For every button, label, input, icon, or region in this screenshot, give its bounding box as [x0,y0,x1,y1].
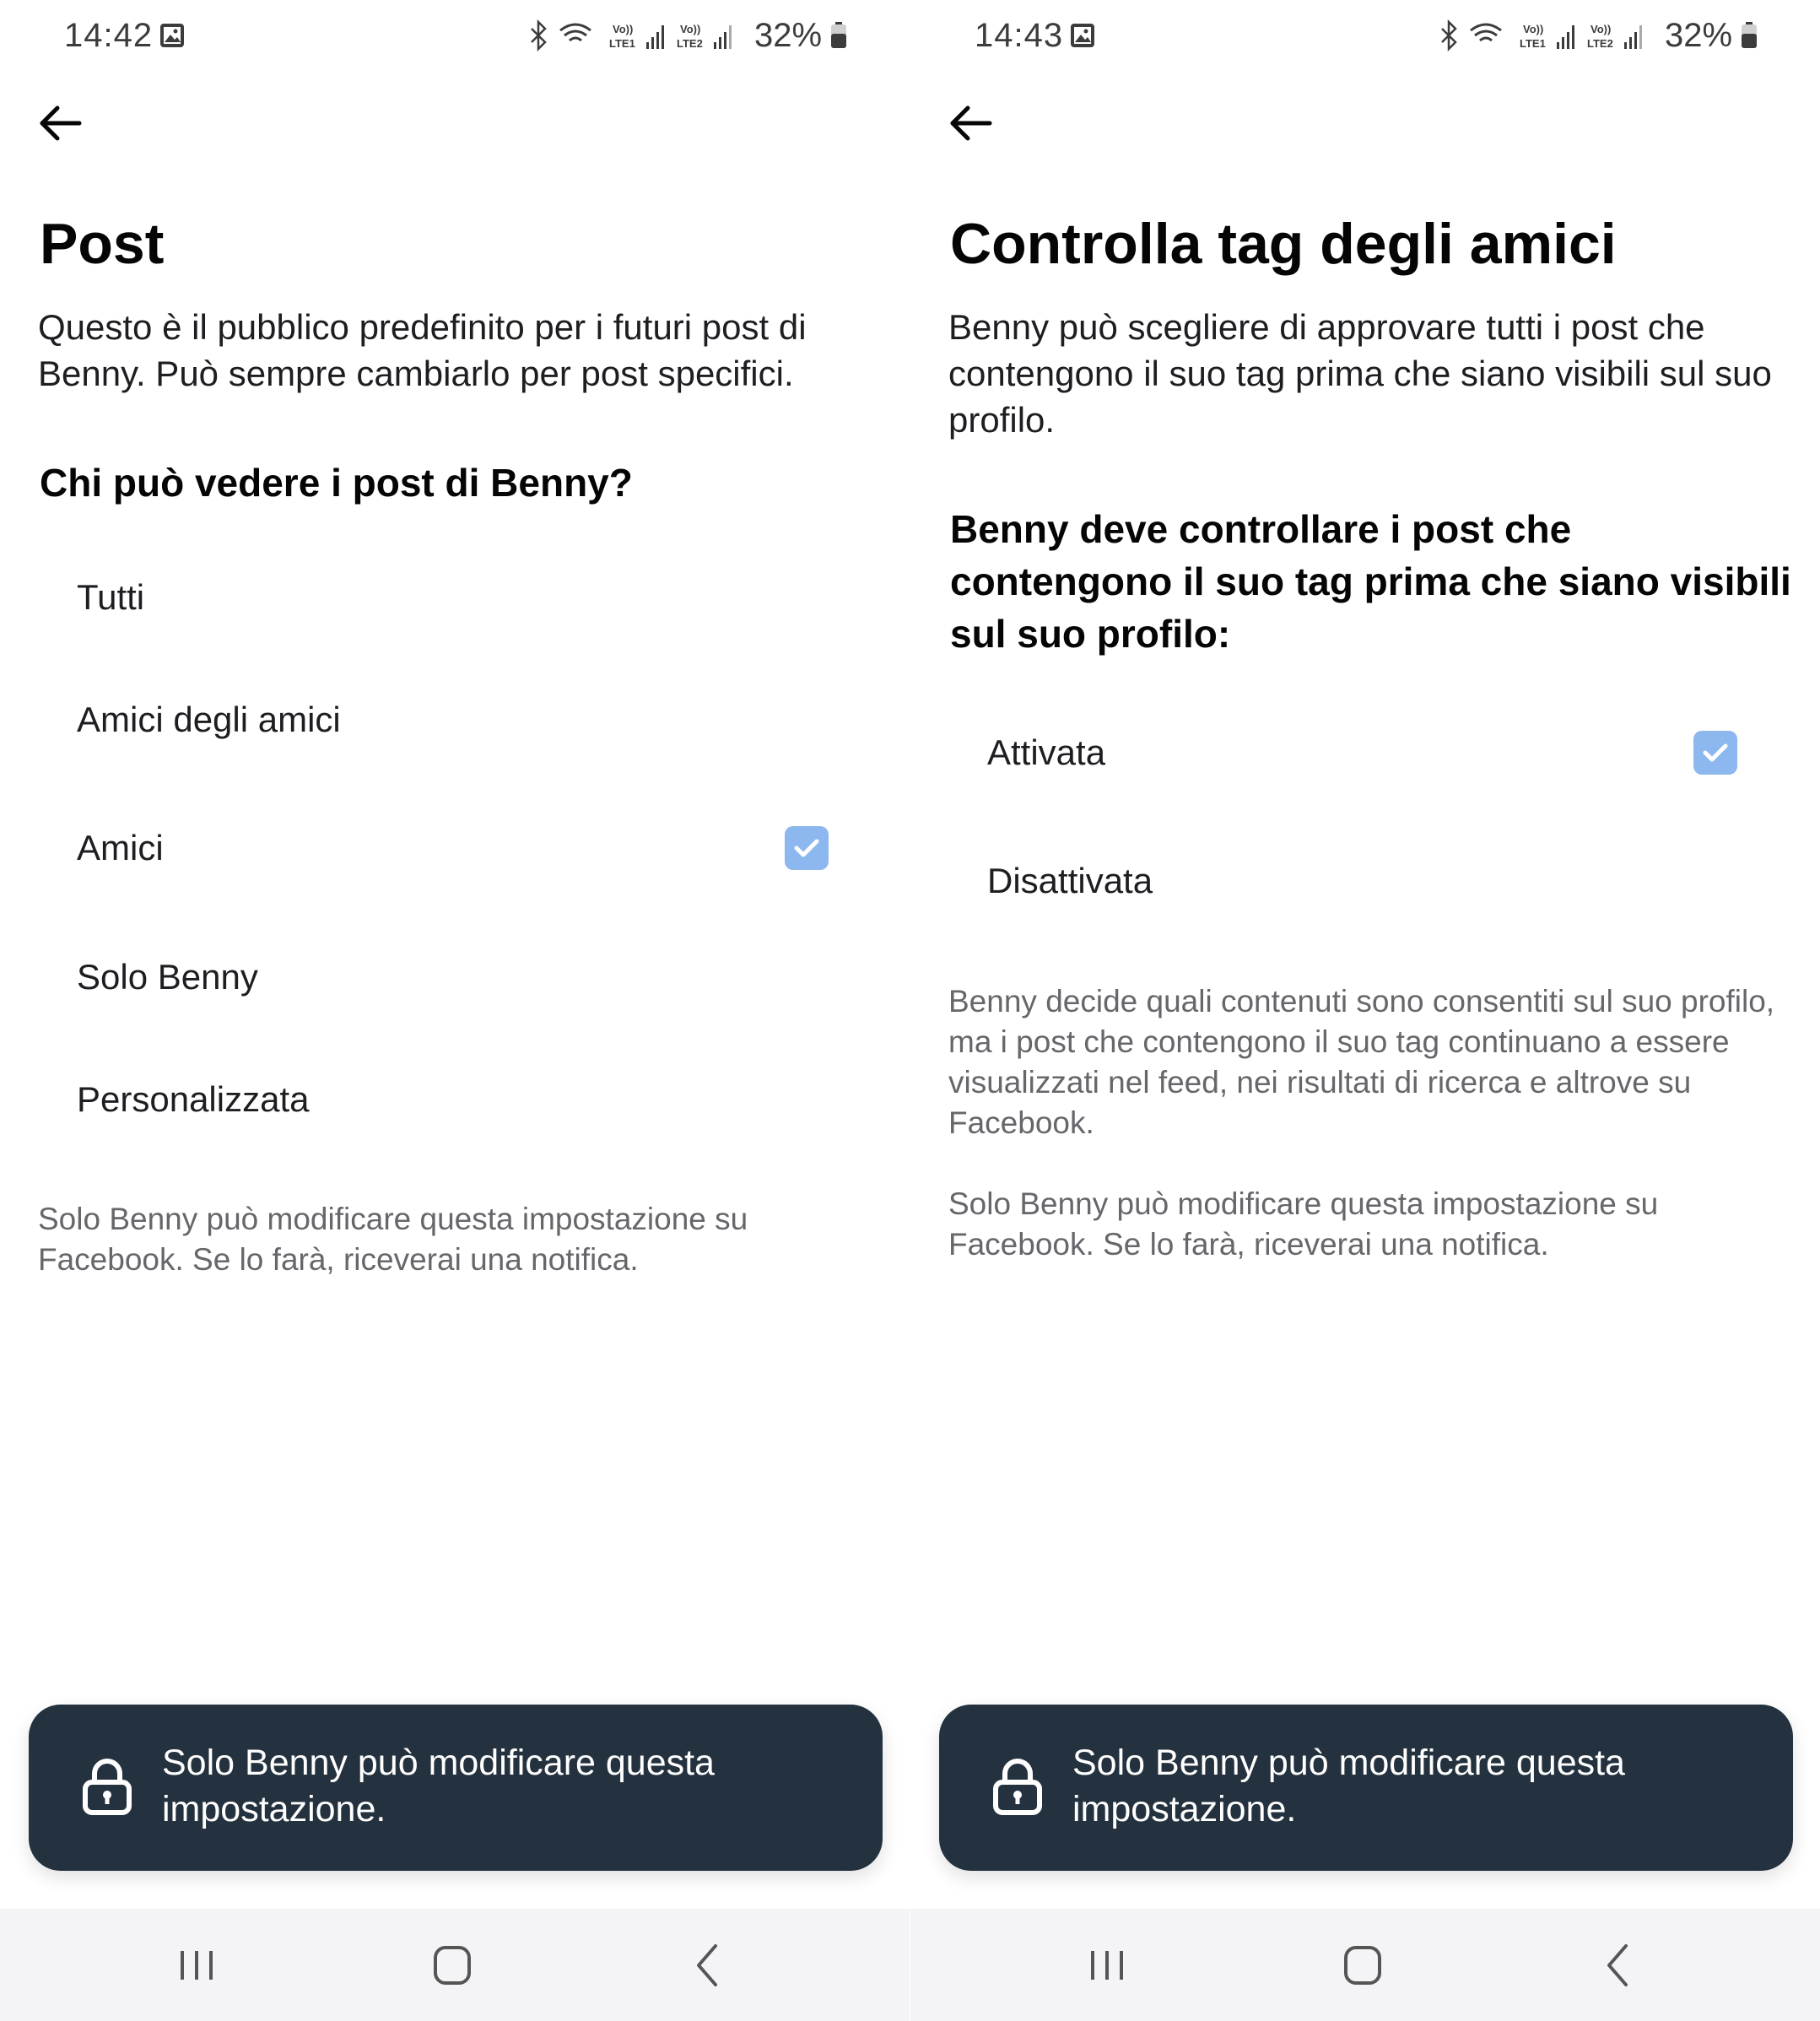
checkbox-checked-icon[interactable] [785,826,829,870]
option-disabled[interactable] [910,826,1820,936]
audience-question: Chi può vedere i post di Benny? [40,461,633,505]
wifi-icon [1471,24,1501,41]
image-icon [1069,22,1096,49]
status-bar [0,0,910,71]
toast-message: Solo Benny può modificare questa impostazione. [162,1743,715,1829]
lock-icon [81,1757,133,1816]
option-friends[interactable] [0,793,910,903]
tag-review-screen [910,0,1820,2021]
option-everyone[interactable] [0,543,910,652]
option-label: Attivata [987,732,1106,772]
home-icon[interactable] [1333,1937,1392,1993]
toast-message: Solo Benny può modificare questa impostazione. [1072,1743,1625,1829]
system-nav-bar [910,1909,1820,2021]
recents-icon[interactable] [167,1937,226,1993]
lte1-label: LTE1 [609,37,635,50]
page-title: Post [40,212,165,276]
volte-1-label: Vo)) [1523,23,1544,35]
tag-review-question: Benny deve controllare i post che contengono il suo tag prima che siano visibili sul suo profilo: [950,507,1791,656]
battery-icon [830,22,847,49]
battery-percent: 32% [1665,17,1733,54]
page-title: Controlla tag degli amici [950,212,1617,276]
option-label: Solo Benny [77,957,258,997]
lte1-label: LTE1 [1520,37,1546,50]
image-icon [159,22,186,49]
volte-1-label: Vo)) [613,23,634,35]
bluetooth-icon [532,22,545,49]
permission-note: Solo Benny può modificare questa impostazione su Facebook. Se lo farà, riceverai una notifica. [948,1186,1659,1262]
locked-setting-toast [939,1705,1793,1871]
option-only-benny[interactable] [0,922,910,1032]
volte-2-label: Vo)) [1590,23,1612,35]
permission-note: Solo Benny può modificare questa impostazione su Facebook. Se lo farà, riceverai una notifica. [38,1202,748,1277]
back-arrow-icon[interactable] [944,96,998,150]
back-arrow-icon[interactable] [34,96,88,150]
status-time: 14:42 [64,17,154,54]
status-bar [910,0,1820,71]
home-icon[interactable] [423,1937,482,1993]
nav-back-icon[interactable] [1589,1937,1648,1993]
signal-icon [1624,25,1642,49]
nav-back-icon[interactable] [678,1937,737,1993]
system-nav-bar [0,1909,910,2021]
lte2-label: LTE2 [1587,37,1613,50]
option-label: Disattivata [987,861,1153,900]
option-enabled[interactable] [910,698,1820,808]
signal-icon [1557,25,1574,49]
option-label: Amici [77,828,164,867]
checkbox-checked-icon[interactable] [1693,731,1737,775]
lock-icon [991,1757,1044,1816]
option-friends-of-friends[interactable] [0,665,910,775]
battery-icon [1741,22,1758,49]
wifi-icon [560,24,591,41]
option-custom[interactable] [0,1045,910,1154]
bluetooth-icon [1442,22,1455,49]
recents-icon[interactable] [1077,1937,1137,1993]
page-description: Benny può scegliere di approvare tutti i post che contengono il suo tag prima che siano visibili sul suo profilo. [948,307,1772,440]
volte-2-label: Vo)) [680,23,701,35]
battery-percent: 32% [754,17,823,54]
option-label: Tutti [77,577,145,617]
option-label: Amici degli amici [77,700,341,739]
option-label: Personalizzata [77,1079,310,1119]
visibility-info: Benny decide quali contenuti sono consentiti sul suo profilo, ma i post che contengono il suo tag continuano a essere visualizzati nel feed, nei risultati di ricerca e altrove su Facebook. [948,984,1775,1140]
lte2-label: LTE2 [677,37,703,50]
page-description: Questo è il pubblico predefinito per i futuri post di Benny. Può sempre cambiarlo per post specifici. [38,307,807,393]
signal-icon [714,25,732,49]
locked-setting-toast [29,1705,883,1871]
status-time: 14:43 [975,17,1064,54]
signal-icon [646,25,664,49]
